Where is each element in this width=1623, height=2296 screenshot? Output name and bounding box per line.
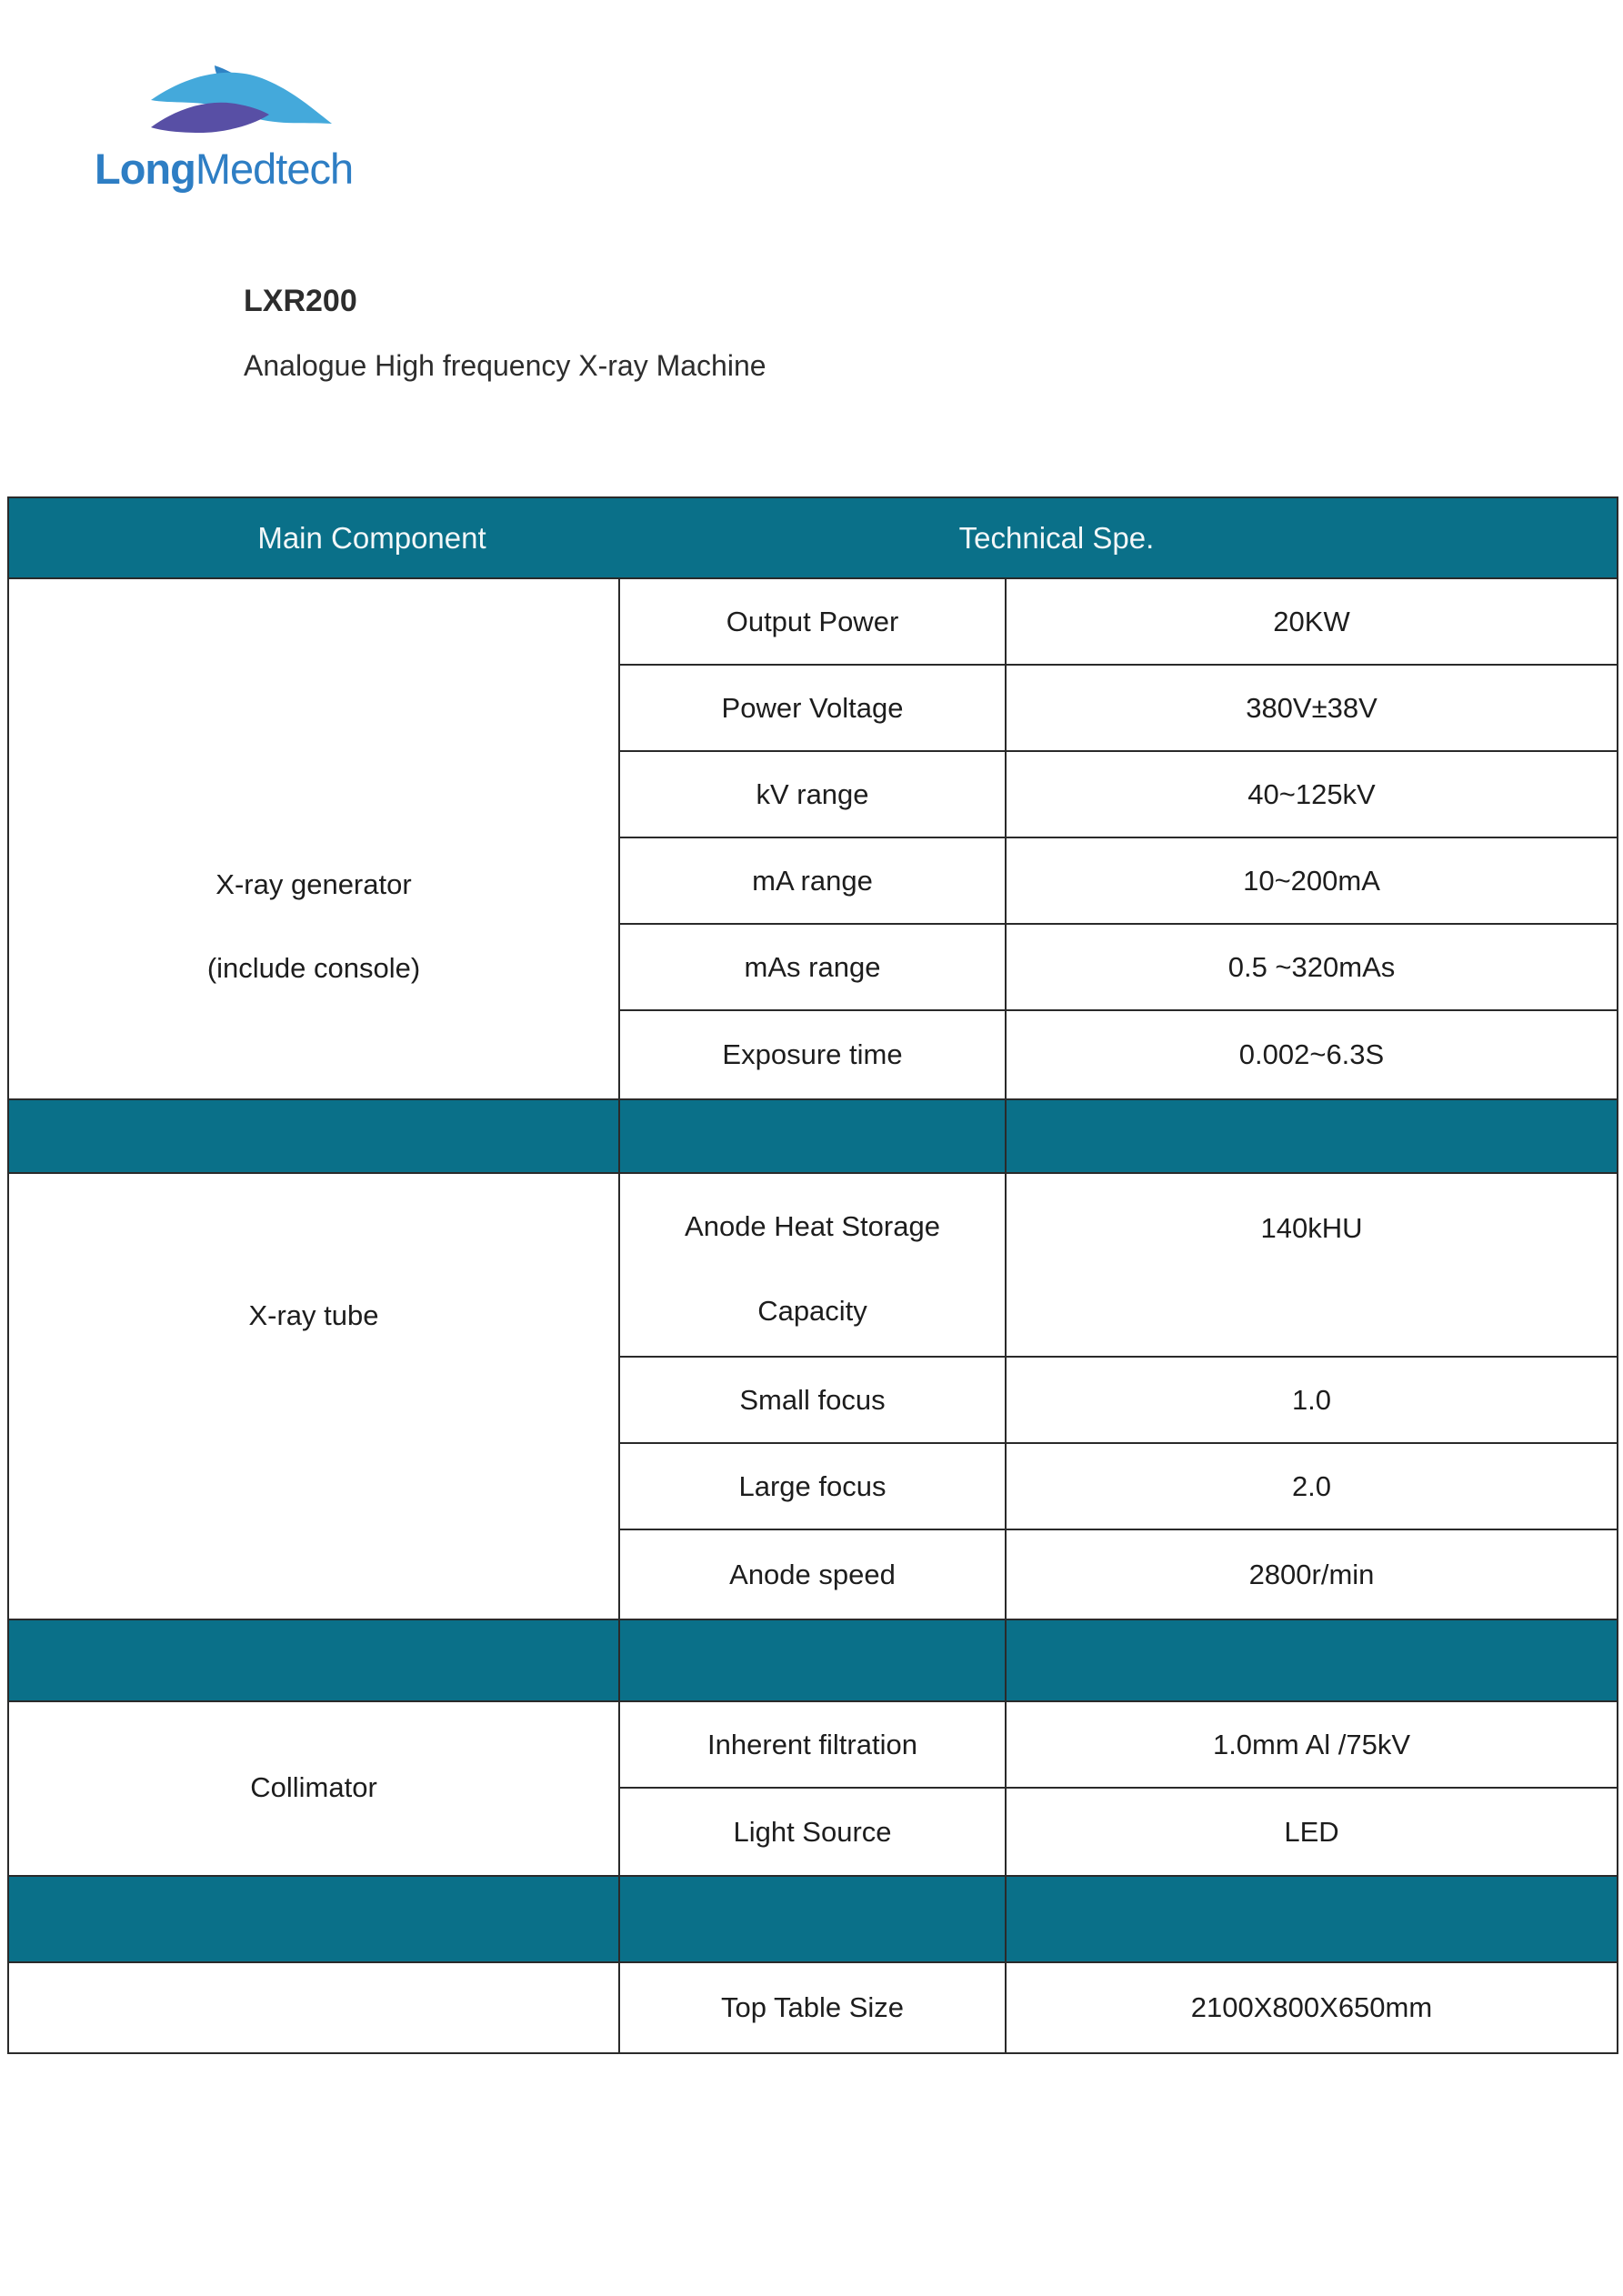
spec-value-cell: 20KW xyxy=(1007,579,1617,666)
spec-label-cell: Output Power xyxy=(618,579,1007,666)
table-row xyxy=(9,1444,1617,1530)
table-row xyxy=(9,752,1617,838)
spec-value-cell: 2800r/min xyxy=(1248,1558,1375,1590)
product-name-subtitle: Analogue High frequency X-ray Machine xyxy=(244,349,766,382)
spec-value-cell: 380V±38V xyxy=(1007,666,1617,752)
spec-label-cell: Exposure time xyxy=(618,1011,1007,1098)
brand-wordmark xyxy=(95,144,353,194)
brand-wordmark-medtech: Medtech xyxy=(195,145,354,193)
table-row xyxy=(9,1011,1617,1098)
spec-label-cell: mAs range xyxy=(618,925,1007,1011)
section-separator-bar xyxy=(9,1619,1617,1702)
component-label-collimator: Collimator xyxy=(250,1771,377,1803)
spec-label-cell: Small focus xyxy=(618,1358,1007,1444)
spec-value-cell: LED xyxy=(1284,1815,1339,1848)
longmedtech-swoosh-logo-icon xyxy=(144,25,362,144)
spec-value-cell: 0.5 ~320mAs xyxy=(1007,925,1617,1011)
table-row xyxy=(9,1963,1617,2052)
component-label-xray-generator: X-ray generator (include console) xyxy=(206,868,421,984)
header-main-component: Main Component xyxy=(257,520,486,555)
spec-label-cell: Anode speed xyxy=(618,1530,1007,1619)
spec-value-cell: 2100X800X650mm xyxy=(1190,1991,1433,2023)
table-row xyxy=(9,1530,1617,1619)
spec-value-cell: 0.002~6.3S xyxy=(1238,1038,1385,1070)
section-separator-bar xyxy=(9,1098,1617,1174)
table-row xyxy=(9,1358,1617,1444)
spec-value-cell: 40~125kV xyxy=(1007,752,1617,838)
brand-wordmark-long: Long xyxy=(95,145,195,193)
header-technical-spec: Technical Spe. xyxy=(958,520,1155,555)
spec-value-cell: 140kHU xyxy=(1007,1174,1617,1358)
spec-label-cell: Top Table Size xyxy=(618,1963,1007,2052)
table-row xyxy=(9,579,1617,666)
spec-label-cell: kV range xyxy=(618,752,1007,838)
table-row xyxy=(9,666,1617,752)
table-header-row xyxy=(9,498,1617,579)
spec-label-cell: Inherent filtration xyxy=(618,1702,1007,1789)
spec-label-cell: Large focus xyxy=(618,1444,1007,1530)
spec-value-cell: 1.0 xyxy=(1007,1358,1617,1444)
table-body xyxy=(9,579,1617,2052)
spec-label-cell: Power Voltage xyxy=(618,666,1007,752)
spec-value-cell: 10~200mA xyxy=(1007,838,1617,925)
spec-value-cell: 2.0 xyxy=(1007,1444,1617,1530)
spec-value-cell: 1.0mm Al /75kV xyxy=(1007,1702,1617,1789)
spec-label-cell: Light Source xyxy=(618,1789,1007,1875)
spec-label-cell: mA range xyxy=(618,838,1007,925)
component-label-xray-tube: X-ray tube xyxy=(248,1299,379,1331)
spec-table xyxy=(7,496,1618,2054)
spec-label-cell: Anode Heat Storage Capacity xyxy=(618,1174,1007,1358)
product-model-title: LXR200 xyxy=(244,284,357,318)
section-separator-bar xyxy=(9,1875,1617,1963)
